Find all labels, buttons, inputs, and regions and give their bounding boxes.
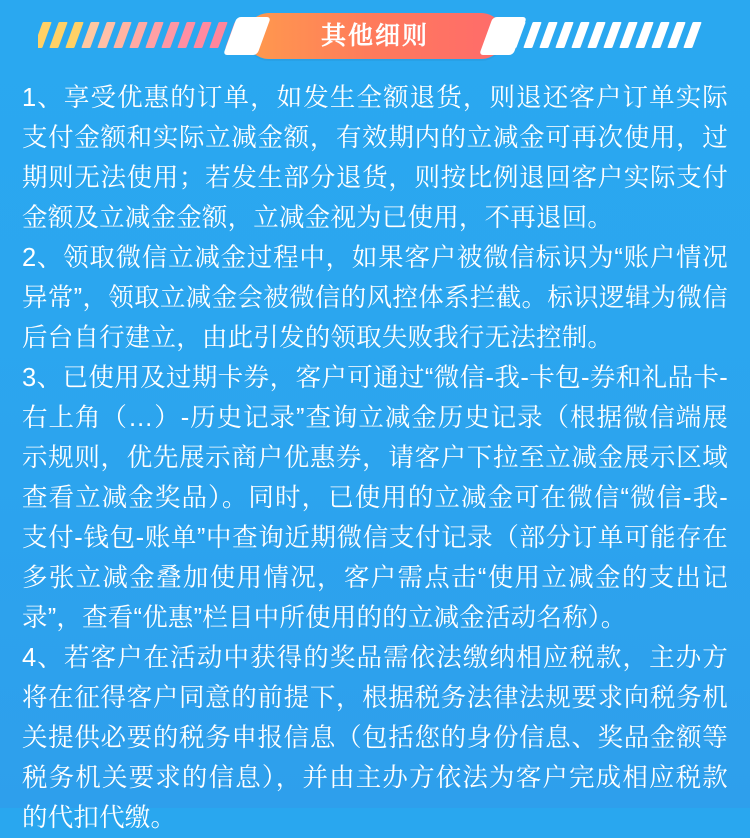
- section-header-banner: [0, 0, 750, 72]
- section-title-plate: [246, 13, 504, 59]
- rule-paragraph-3: 3、已使用及过期卡券，客户可通过“微信-我-卡包-券和礼品卡-右上角（…）-历史记录”查询立减金历史记录（根据微信端展示规则，优先展示商户优惠券，请客户下拉至立减金展示区域查看立减金奖品）。同时，已使用的立减金可在微信“微信-我-支付-钱包-账单”中查询近期微信支付记录（部分订单可能存在多张立减金叠加使用情况，客户需点击“使用立减金的支出记录”，查看“优惠”栏目中所使用的的立减金活动名称）。: [22, 364, 728, 632]
- section-title: 其他细则: [320, 22, 429, 50]
- rule-paragraph-4: 4、若客户在活动中获得的奖品需依法缴纳相应税款，主办方将在征得客户同意的前提下，根据税务法律法规要求向税务机关提供必要的税务申报信息（包括您的身份信息、奖品金额等税务机关要求的信息），并由主办方依法为客户完成相应税款的代扣代缴。: [22, 644, 728, 832]
- rule-paragraph-1: 1、享受优惠的订单，如发生全额退货，则退还客户订单实际支付金额和实际立减金额，有效期内的立减金可再次使用，过期则无法使用；若发生部分退货，则按比例退回客户实际支付金额及立减金金额，立减金视为已使用，不再退回。: [22, 84, 728, 232]
- rules-content: [0, 72, 750, 838]
- rule-paragraph-2: 2、领取微信立减金过程中，如果客户被微信标识为“账户情况异常”，领取立减金会被微信的风控体系拦截。标识逻辑为微信后台自行建立，由此引发的领取失败我行无法控制。: [22, 244, 728, 352]
